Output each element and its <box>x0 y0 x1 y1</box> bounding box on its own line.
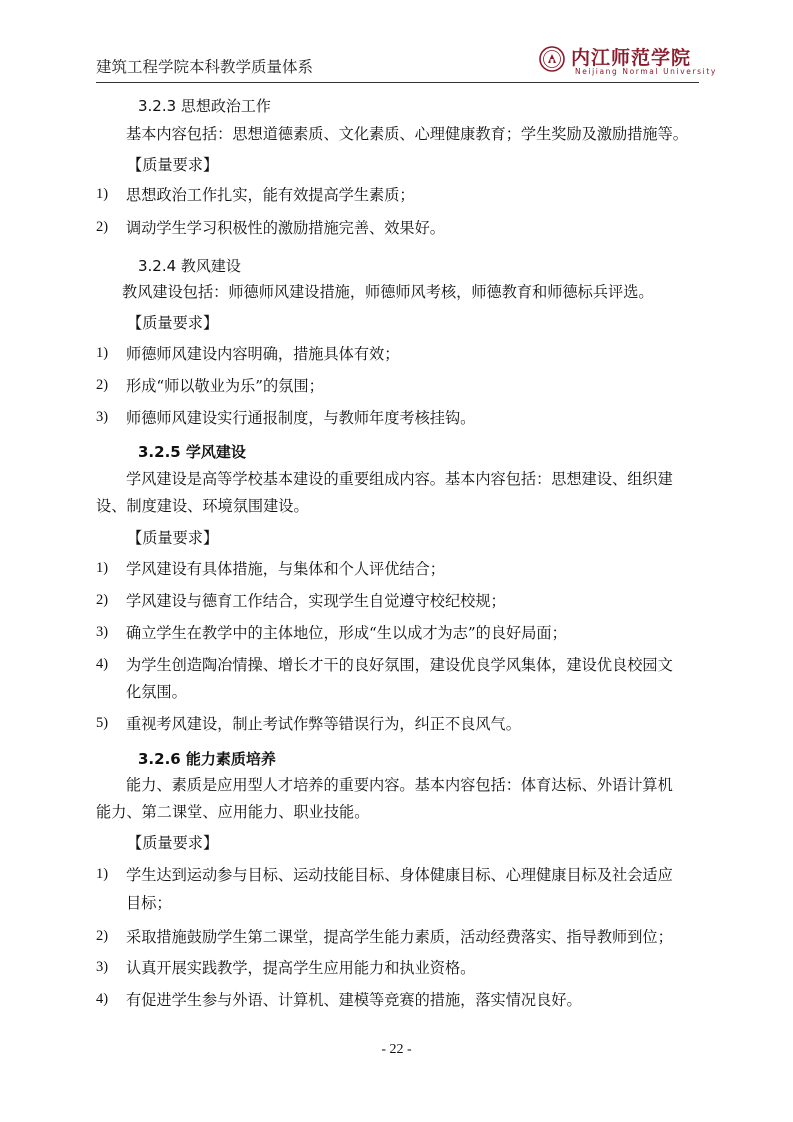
section-content: 设、制度建设、环境氛围建设。 <box>96 497 309 515</box>
quality-requirements-label: 【质量要求】 <box>127 529 219 547</box>
list-item-number: 2) <box>96 928 109 944</box>
list-item-number: 1) <box>96 560 109 576</box>
list-item: 学生达到运动参与目标、运动技能目标、身体健康目标、心理健康目标及社会适应 <box>126 866 673 884</box>
list-item-number: 5) <box>96 715 109 731</box>
list-item: 认真开展实践教学，提高学生应用能力和执业资格。 <box>126 959 476 977</box>
list-item-number: 1) <box>96 345 109 361</box>
list-item: 学风建设有具体措施，与集体和个人评优结合； <box>126 560 445 578</box>
list-item-number: 2) <box>96 219 109 235</box>
list-item: 为学生创造陶冶情操、增长才干的良好氛围，建设优良学风集体，建设优良校园文 <box>126 656 673 674</box>
page-number: - 22 - <box>381 1042 412 1057</box>
section-content: 教风建设包括：师德师风建设措施，师德师风考核，师德教育和师德标兵评选。 <box>122 283 654 301</box>
logo-chinese-name: 内江师范学院 <box>571 47 692 69</box>
section-heading: 3.2.5 学风建设 <box>138 443 246 461</box>
quality-requirements-label: 【质量要求】 <box>127 156 219 174</box>
section-heading: 3.2.6 能力素质培养 <box>138 750 276 768</box>
university-seal-icon <box>539 46 565 72</box>
section-content: 基本内容包括：思想道德素质、文化素质、心理健康教育；学生奖励及激励措施等。 <box>126 125 688 143</box>
list-item-number: 3) <box>96 409 109 425</box>
logo-english-name: Neijiang Normal University <box>575 67 717 76</box>
section-content: 学风建设是高等学校基本建设的重要组成内容。基本内容包括：思想建设、组织建 <box>126 470 673 488</box>
header-title: 建筑工程学院本科教学质量体系 <box>96 58 314 76</box>
list-item: 师德师风建设实行通报制度，与教师年度考核挂钩。 <box>126 409 476 427</box>
section-heading: 3.2.3 思想政治工作 <box>138 97 271 115</box>
list-item: 形成“师以敬业为乐”的氛围； <box>126 377 324 395</box>
list-item: 学风建设与德育工作结合，实现学生自觉遵守校纪校规； <box>126 592 506 610</box>
section-content: 能力、素质是应用型人才培养的重要内容。基本内容包括：体育达标、外语计算机 <box>126 776 673 794</box>
list-item-continuation: 目标； <box>126 894 172 912</box>
list-item: 重视考风建设，制止考试作弊等错误行为，纠正不良风气。 <box>126 715 521 733</box>
list-item-number: 3) <box>96 624 109 640</box>
list-item-number: 2) <box>96 377 109 393</box>
university-logo <box>539 42 717 78</box>
section-heading: 3.2.4 教风建设 <box>138 257 241 275</box>
quality-requirements-label: 【质量要求】 <box>127 834 219 852</box>
list-item: 采取措施鼓励学生第二课堂，提高学生能力素质，活动经费落实、指导教师到位； <box>126 928 673 946</box>
list-item: 确立学生在教学中的主体地位，形成“生以成才为志”的良好局面； <box>126 624 567 642</box>
section-content: 能力、第二课堂、应用能力、职业技能。 <box>96 803 370 821</box>
list-item-number: 1) <box>96 866 109 882</box>
list-item-number: 4) <box>96 656 109 672</box>
list-item-number: 4) <box>96 991 109 1007</box>
list-item-continuation: 化氛围。 <box>126 683 187 701</box>
list-item-number: 1) <box>96 186 109 202</box>
page-header <box>96 40 717 83</box>
quality-requirements-label: 【质量要求】 <box>127 314 219 332</box>
list-item: 有促进学生参与外语、计算机、建模等竞赛的措施，落实情况良好。 <box>126 991 582 1009</box>
list-item-number: 3) <box>96 959 109 975</box>
list-item: 师德师风建设内容明确，措施具体有效； <box>126 345 400 363</box>
list-item: 思想政治工作扎实，能有效提高学生素质； <box>126 186 415 204</box>
list-item-number: 2) <box>96 592 109 608</box>
list-item: 调动学生学习积极性的激励措施完善、效果好。 <box>126 219 445 237</box>
